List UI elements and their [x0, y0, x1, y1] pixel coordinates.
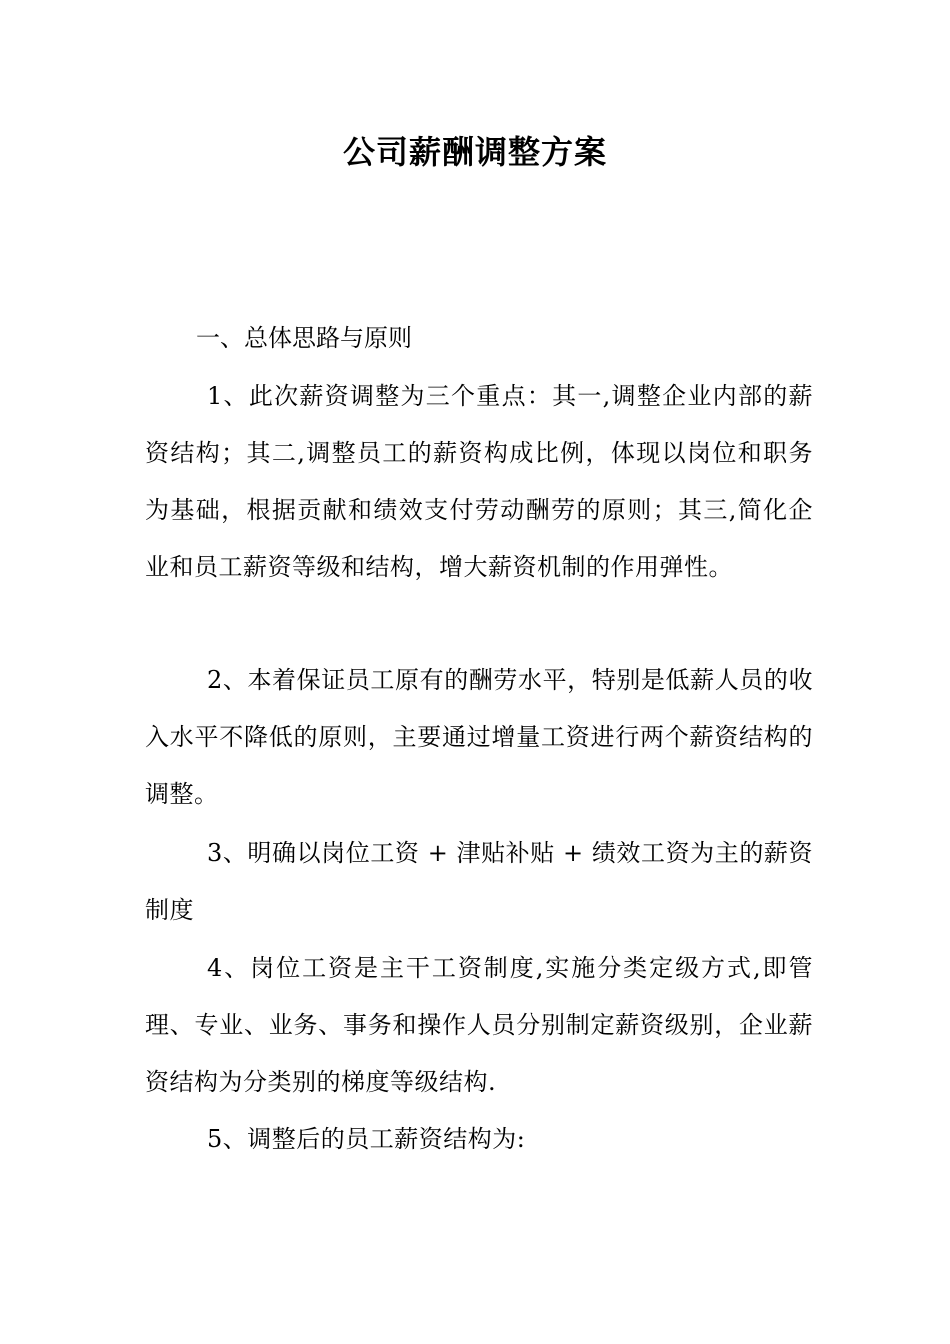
document-title: 公司薪酬调整方案	[342, 133, 607, 171]
paragraph-2: 2、本着保证员工原有的酬劳水平，特别是低薪人员的收入水平不降低的原则，主要通过增量工资进行两个薪资结构的调整。	[145, 666, 813, 808]
paragraph-5: 5、调整后的员工薪资结构为:	[207, 1125, 526, 1153]
paragraph-4: 4、岗位工资是主干工资制度,实施分类定级方式,即管理、专业、业务、事务和操作人员分别制定薪资级别，企业薪资结构为分类别的梯度等级结构.	[145, 954, 813, 1096]
section-heading: 一、总体思路与原则	[196, 324, 412, 352]
paragraph-3: 3、明确以岗位工资 + 津贴补贴 + 绩效工资为主的薪资制度	[145, 839, 813, 924]
paragraph-1: 1、此次薪资调整为三个重点：其一,调整企业内部的薪资结构；其二,调整员工的薪资构成比例，体现以岗位和职务为基础，根据贡献和绩效支付劳动酬劳的原则；其三,简化企业和员工薪资等级和结构，增大薪资机制的作用弹性。	[145, 382, 813, 581]
